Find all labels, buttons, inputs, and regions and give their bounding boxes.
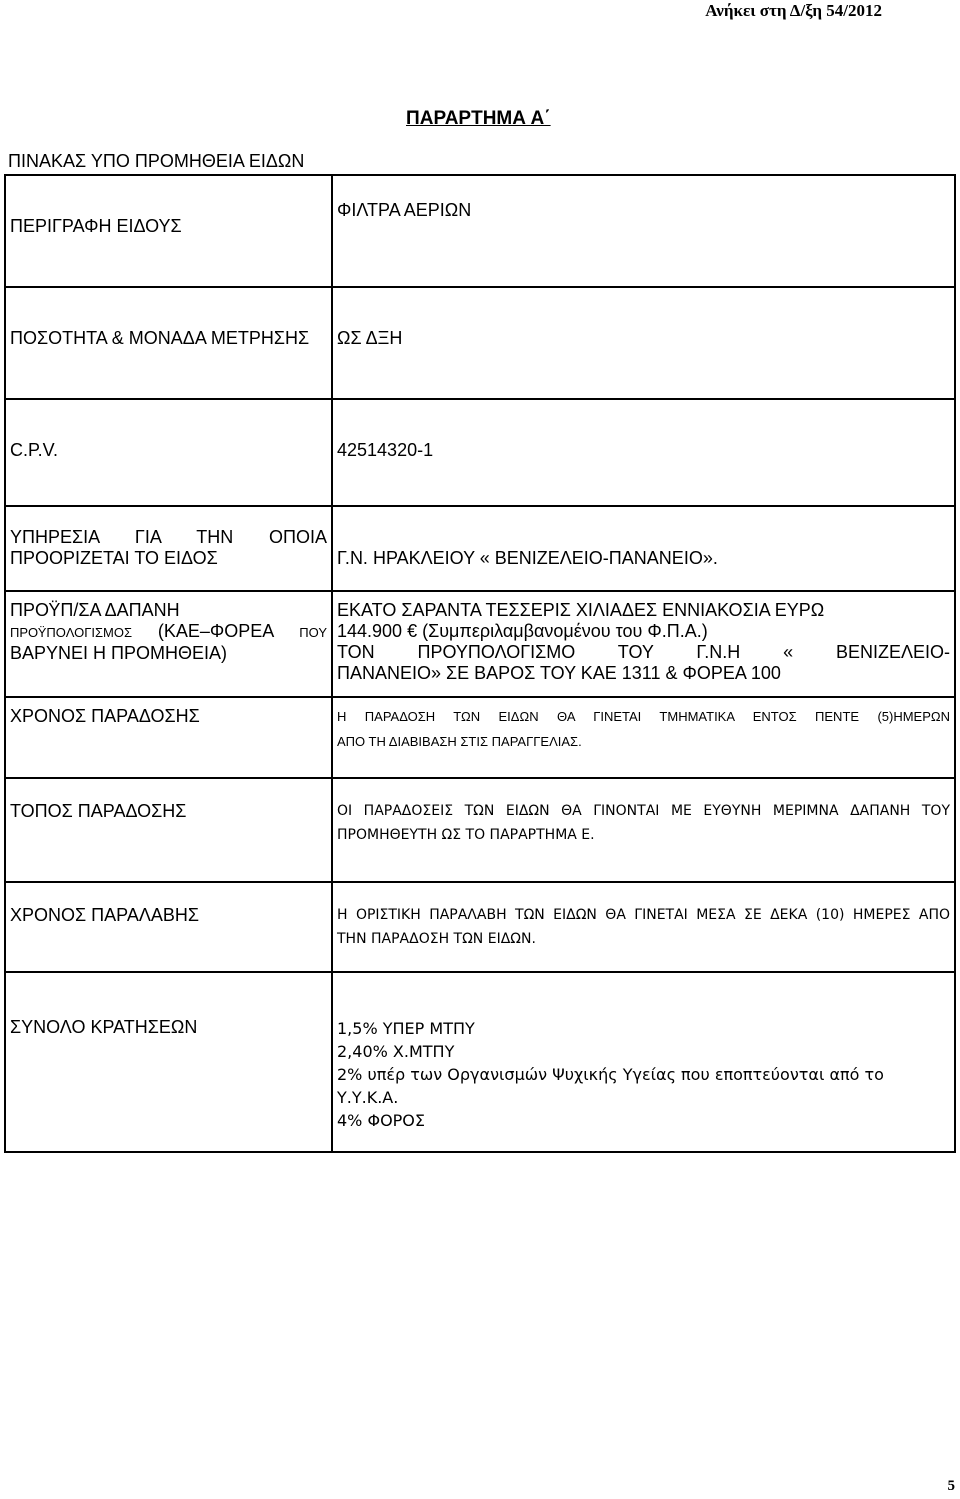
delivery-place-value-line1: ΟΙ ΠΑΡΑΔΟΣΕΙΣ ΤΩΝ ΕΙΔΩΝ ΘΑ ΓΙΝΟΝΤΑΙ ΜΕ ΕΥΘΥΝΗ ΜΕΡΙΜΝΑ ΔΑΠΑΝΗ ΤΟΥ	[337, 803, 950, 819]
budget-value-line1: ΕΚΑΤΟ ΣΑΡΑΝΤΑ ΤΕΣΣΕΡΙΣ ΧΙΛΙΑΔΕΣ ΕΝΝΙΑΚΟΣΙΑ ΕΥΡΩ	[337, 600, 825, 620]
budget-label	[5, 591, 332, 697]
budget-label-line2	[10, 621, 327, 643]
receipt-time-value	[332, 882, 955, 972]
receipt-time-value-line2: ΤΗΝ ΠΑΡΑΔΟΣΗ ΤΩΝ ΕΙΔΩΝ.	[337, 931, 536, 947]
description-value: ΦΙΛΤΡΑ ΑΕΡΙΩΝ	[332, 175, 955, 287]
table-row-cpv	[5, 399, 955, 506]
budget-label-line3: ΒΑΡΥΝΕΙ Η ΠΡΟΜΗΘΕΙΑ)	[10, 643, 228, 663]
annex-title: ΠΑΡΑΡΤΗΜΑ Α΄	[406, 108, 551, 129]
delivery-place-label: ΤΟΠΟΣ ΠΑΡΑΔΟΣΗΣ	[5, 778, 332, 882]
table-row-deductions	[5, 972, 955, 1152]
table-title: ΠΙΝΑΚΑΣ ΥΠΟ ΠΡΟΜΗΘΕΙΑ ΕΙΔΩΝ	[8, 151, 305, 171]
specification-table	[4, 174, 956, 1153]
quantity-label: ΠΟΣΟΤΗΤΑ & ΜΟΝΑΔΑ ΜΕΤΡΗΣΗΣ	[5, 287, 332, 399]
service-label-line1: ΥΠΗΡΕΣΙΑ ΓΙΑ ΤΗΝ ΟΠΟΙΑ	[10, 527, 327, 547]
delivery-time-value	[332, 697, 955, 778]
quantity-value: ΩΣ ΔΞΗ	[332, 287, 955, 399]
deductions-line: 1,5% ΥΠΕΡ ΜΤΠΥ	[337, 1019, 475, 1038]
budget-value-line4: ΠΑΝΑΝΕΙΟ» ΣΕ ΒΑΡΟΣ ΤΟΥ ΚΑΕ 1311 & ΦΟΡΕΑ 100	[337, 663, 781, 683]
delivery-time-value-line1: Η ΠΑΡΑΔΟΣΗ ΤΩΝ ΕΙΔΩΝ ΘΑ ΓΙΝΕΤΑΙ ΤΜΗΜΑΤΙΚΑ ΕΝΤΟΣ ΠΕΝΤΕ (5)ΗΜΕΡΩΝ	[337, 709, 950, 724]
document-reference: Ανήκει στη Δ/ξη 54/2012	[705, 1, 882, 20]
delivery-place-value-line2: ΠΡΟΜΗΘΕΥΤΗ ΩΣ ΤΟ ΠΑΡΑΡΤΗΜΑ Ε.	[337, 827, 595, 843]
delivery-time-label: ΧΡΟΝΟΣ ΠΑΡΑΔΟΣΗΣ	[5, 697, 332, 778]
budget-label-line1: ΠΡΟΫΠ/ΣΑ ΔΑΠΑΝΗ	[10, 600, 180, 620]
deductions-line: 4% ΦΟΡΟΣ	[337, 1111, 426, 1130]
budget-value-line3: ΤΟΝ ΠΡΟΥΠΟΛΟΓΙΣΜΟ ΤΟΥ Γ.Ν.Η « ΒΕΝΙΖΕΛΕΙΟ-	[337, 642, 950, 662]
deductions-label: ΣΥΝΟΛΟ ΚΡΑΤΗΣΕΩΝ	[5, 972, 332, 1152]
table-row-quantity	[5, 287, 955, 399]
deductions-line: 2% υπέρ των Οργανισμών Ψυχικής Υγείας που εποπτεύονται από το	[337, 1065, 884, 1084]
budget-label-line2a: ΠΡΟΫΠΟΛΟΓΙΣΜΟΣ	[10, 625, 132, 640]
table-row-budget	[5, 591, 955, 697]
deductions-value	[332, 972, 955, 1152]
delivery-place-value	[332, 778, 955, 882]
receipt-time-value-line1: Η ΟΡΙΣΤΙΚΗ ΠΑΡΑΛΑΒΗ ΤΩΝ ΕΙΔΩΝ ΘΑ ΓΙΝΕΤΑΙ ΜΕΣΑ ΣΕ ΔΕΚΑ (10) ΗΜΕΡΕΣ ΑΠΟ	[337, 907, 950, 923]
budget-label-line2b: (ΚΑΕ–ΦΟΡΕΑ	[157, 621, 274, 641]
service-label	[5, 506, 332, 591]
page-number: 5	[947, 1478, 955, 1494]
budget-label-line2c: ΠΟΥ	[299, 625, 327, 640]
table-row-delivery-time	[5, 697, 955, 778]
cpv-value: 42514320-1	[332, 399, 955, 506]
deductions-line: Υ.Υ.Κ.Α.	[337, 1088, 399, 1107]
table-row-delivery-place	[5, 778, 955, 882]
table-row-description	[5, 175, 955, 287]
delivery-time-value-line2: ΑΠΟ ΤΗ ΔΙΑΒΙΒΑΣΗ ΣΤΙΣ ΠΑΡΑΓΓΕΛΙΑΣ.	[337, 734, 582, 749]
description-label: ΠΕΡΙΓΡΑΦΗ ΕΙΔΟΥΣ	[5, 175, 332, 287]
table-row-receipt-time	[5, 882, 955, 972]
receipt-time-label: ΧΡΟΝΟΣ ΠΑΡΑΛΑΒΗΣ	[5, 882, 332, 972]
budget-value	[332, 591, 955, 697]
table-row-service	[5, 506, 955, 591]
deductions-line: 2,40% Χ.ΜΤΠΥ	[337, 1042, 455, 1061]
service-label-line2: ΠΡΟΟΡΙΖΕΤΑΙ ΤΟ ΕΙΔΟΣ	[10, 548, 218, 568]
budget-value-line2: 144.900 € (Συμπεριλαμβανομένου του Φ.Π.Α.)	[337, 621, 708, 641]
cpv-label: C.P.V.	[5, 399, 332, 506]
service-value: Γ.Ν. ΗΡΑΚΛΕΙΟΥ « ΒΕΝΙΖΕΛΕΙΟ-ΠΑΝΑΝΕΙΟ».	[332, 506, 955, 591]
